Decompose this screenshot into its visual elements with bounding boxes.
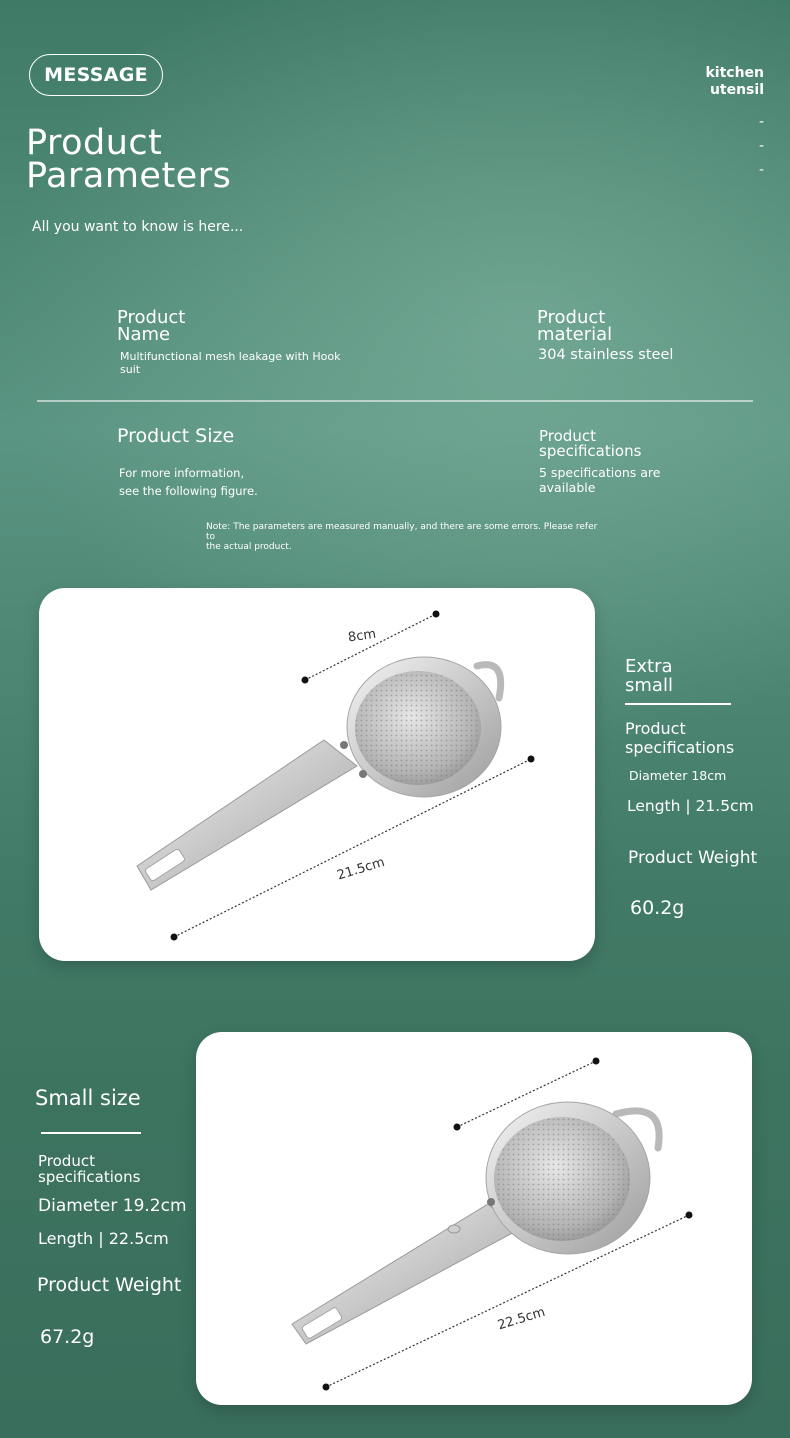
- product-spec-value-line-1: 5 specifications are: [539, 465, 661, 480]
- category-label: [705, 65, 764, 99]
- product-size-value: [119, 464, 258, 500]
- product2-spec-label: [38, 1153, 140, 1185]
- page-title-line-1: Product: [26, 123, 163, 163]
- product-material-label: [537, 309, 612, 343]
- product1-spec-label: [625, 719, 734, 757]
- product1-spec-label-line-2: specifications: [625, 738, 735, 757]
- rivet: [340, 741, 348, 749]
- strainer-illustration: [196, 1032, 752, 1405]
- decorative-dashes: [759, 110, 764, 182]
- product-spec-label: [539, 429, 641, 459]
- product-material-label-line-2: material: [537, 324, 613, 345]
- dimension-endpoint: [302, 677, 309, 684]
- measurement-note-line-1: Note: The parameters are measured manually, and there are some errors. Please refer to: [206, 522, 598, 542]
- page-title-line-2: Parameters: [26, 156, 232, 196]
- product-name-value-line-2: suit: [120, 363, 141, 376]
- product2-weight-value: 67.2g: [40, 1326, 95, 1348]
- dimension-label-length: 21.5cm: [335, 854, 387, 884]
- rivet: [359, 770, 367, 778]
- product1-diameter: Diameter 18cm: [629, 768, 727, 783]
- dimension-endpoint: [593, 1058, 600, 1065]
- category-line-2: utensil: [709, 82, 764, 98]
- product-size-value-line-2: see the following figure.: [119, 484, 258, 498]
- product2-diameter: Diameter 19.2cm: [38, 1196, 187, 1216]
- product2-spec-label-line-2: specifications: [38, 1168, 141, 1186]
- rivet: [448, 1225, 460, 1233]
- size-name-extra-small: [625, 657, 673, 695]
- dimension-endpoint: [686, 1212, 693, 1219]
- size-underline: [625, 703, 731, 705]
- product1-weight-label: Product Weight: [628, 848, 758, 868]
- rivet: [487, 1198, 495, 1206]
- size-name-line-2: small: [625, 675, 673, 696]
- product1-length: Length | 21.5cm: [627, 797, 754, 815]
- strainer-mesh: [355, 671, 481, 785]
- dimension-endpoint: [323, 1384, 330, 1391]
- dimension-line-length: [174, 759, 531, 937]
- dimension-endpoint: [433, 611, 440, 618]
- product1-spec-label-line-1: Product: [625, 719, 686, 738]
- product-image-card-extra-small: [39, 588, 595, 961]
- dimension-endpoint: [528, 756, 535, 763]
- dimension-endpoint: [454, 1124, 461, 1131]
- product-spec-value-line-2: available: [539, 480, 596, 495]
- message-badge: MESSAGE: [29, 54, 163, 96]
- dash: -: [758, 138, 764, 154]
- product2-spec-label-line-1: Product: [38, 1152, 95, 1170]
- product1-weight-value: 60.2g: [630, 897, 685, 919]
- section-divider: [37, 400, 753, 402]
- product-spec-label-line-1: Product: [539, 427, 596, 445]
- product-name-label-line-1: Product: [117, 307, 186, 328]
- product-name-value-line-1: Multifunctional mesh leakage with Hook: [120, 350, 341, 363]
- measurement-note: [206, 522, 606, 552]
- page-title: [26, 123, 232, 196]
- product-size-value-line-1: For more information,: [119, 466, 245, 480]
- product-spec-label-line-2: specifications: [539, 442, 642, 460]
- size-name-line-1: Extra: [625, 656, 673, 677]
- strainer-mesh: [494, 1117, 630, 1241]
- product-name-label: [117, 309, 185, 343]
- dimension-label-diameter: 8cm: [347, 626, 378, 646]
- product2-length: Length | 22.5cm: [38, 1229, 169, 1248]
- product-name-label-line-2: Name: [117, 324, 171, 345]
- product2-weight-label: Product Weight: [37, 1274, 182, 1296]
- dash: -: [758, 162, 764, 178]
- page-subtitle: All you want to know is here...: [32, 219, 244, 235]
- product-spec-value: [539, 465, 660, 495]
- dimension-endpoint: [171, 934, 178, 941]
- category-line-1: kitchen: [705, 65, 764, 81]
- product-material-value: 304 stainless steel: [538, 347, 674, 363]
- product-material-label-line-1: Product: [537, 307, 606, 328]
- strainer-illustration: [39, 588, 595, 961]
- dimension-label-length: 22.5cm: [495, 1304, 548, 1334]
- product-image-card-small: [196, 1032, 752, 1405]
- size-name-small: Small size: [35, 1086, 141, 1110]
- measurement-note-line-2: the actual product.: [206, 542, 292, 552]
- size-underline: [41, 1132, 141, 1134]
- product-name-value: [120, 350, 340, 376]
- product-size-label: Product Size: [117, 425, 235, 447]
- dash: -: [758, 114, 764, 130]
